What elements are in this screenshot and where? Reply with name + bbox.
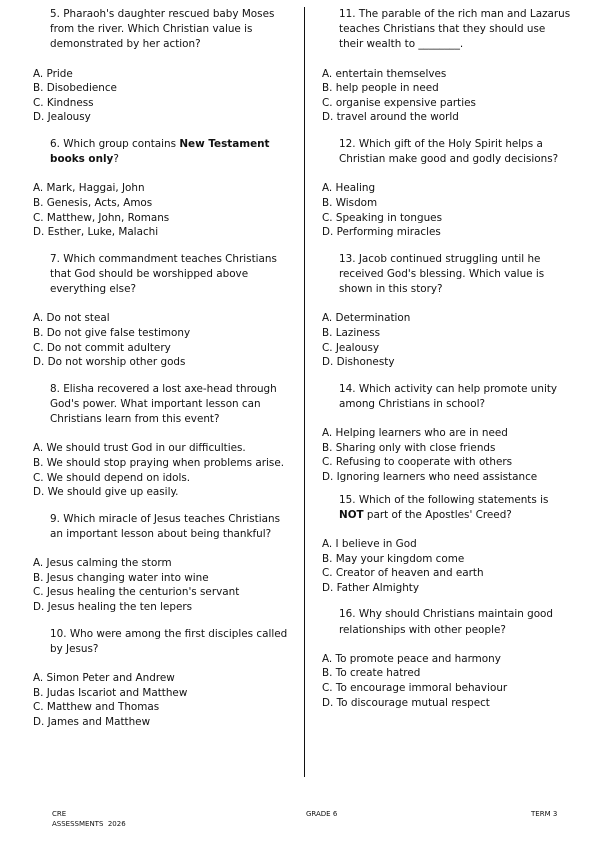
options-list (33, 311, 288, 369)
question-7 (33, 252, 288, 370)
option-b[interactable]: B. Jesus changing water into wine (33, 571, 209, 584)
option-b[interactable]: B. Genesis, Acts, Amos (33, 196, 153, 209)
option-c[interactable]: C. Speaking in tongues (322, 211, 442, 224)
question-14 (322, 382, 572, 485)
question-15 (322, 493, 572, 596)
question-prompt: Pharaoh's daughter rescued baby Moses from the river. Which Christian value is demonstrated by her action? (50, 8, 275, 51)
option-a[interactable]: A. I believe in God (322, 537, 417, 550)
option-d[interactable]: D. Father Almighty (322, 581, 420, 594)
question-prompt-end: part of the Apostles' Creed? (363, 508, 512, 521)
question-prompt: Which commandment teaches Christians that God should be worshipped above everything else? (50, 252, 277, 296)
question-9 (33, 512, 288, 615)
option-a[interactable]: A. To promote peace and harmony (322, 652, 501, 665)
question-number: 12. (339, 137, 356, 150)
option-d[interactable]: D. Performing miracles (322, 226, 441, 239)
question-emphasis: New Testament books only (50, 137, 270, 166)
question-number: 15. (339, 493, 356, 506)
option-a[interactable]: A. We should trust God in our difficulties. (33, 442, 246, 455)
question-text (322, 137, 572, 167)
option-b[interactable]: B. To create hatred (322, 667, 421, 680)
question-prompt: Who were among the first disciples called by Jesus? (50, 627, 288, 655)
question-text (33, 252, 288, 298)
question-number: 16. (339, 608, 356, 621)
option-d[interactable]: D. Do not worship other gods (33, 356, 186, 369)
option-d[interactable]: D. Jealousy (33, 111, 91, 124)
option-a[interactable]: A. entertain themselves (322, 67, 447, 80)
option-a[interactable]: A. Simon Peter and Andrew (33, 671, 175, 684)
question-prompt: The parable of the rich man and Lazarus teaches Christians that they should use their wealth to ________. (339, 8, 571, 51)
question-13 (322, 252, 572, 370)
question-text (322, 382, 572, 412)
question-prompt: Jacob continued struggling until he received God's blessing. Which value is shown in this story? (339, 252, 545, 296)
options-list (33, 556, 288, 614)
option-c[interactable]: C. Refusing to cooperate with others (322, 456, 513, 469)
question-prompt: Which activity can help promote unity among Christians in school? (339, 382, 558, 410)
question-10 (33, 627, 288, 730)
option-c[interactable]: C. Kindness (33, 96, 94, 109)
option-b[interactable]: B. Disobedience (33, 82, 117, 95)
option-d[interactable]: D. Jesus healing the ten lepers (33, 600, 193, 613)
option-c[interactable]: C. To encourage immoral behaviour (322, 681, 508, 694)
option-c[interactable]: C. Do not commit adultery (33, 341, 171, 354)
option-b[interactable]: B. We should stop praying when problems arise. (33, 456, 285, 469)
question-text (322, 607, 572, 637)
options-list (322, 652, 572, 710)
option-c[interactable]: C. Jesus healing the centurion's servant (33, 586, 240, 599)
option-d[interactable]: D. travel around the world (322, 111, 459, 124)
option-b[interactable]: B. Sharing only with close friends (322, 441, 496, 454)
option-a[interactable]: A. Helping learners who are in need (322, 427, 508, 440)
option-c[interactable]: C. Creator of heaven and earth (322, 567, 484, 580)
footer-subject-line2: ASSESSMENTS 2026 (52, 820, 126, 828)
question-prompt: Which group contains (63, 137, 180, 150)
question-number: 6. (50, 137, 60, 150)
option-a[interactable]: A. Pride (33, 67, 73, 80)
option-c[interactable]: C. Matthew and Thomas (33, 701, 160, 714)
question-text (33, 627, 288, 657)
option-d[interactable]: D. Dishonesty (322, 356, 395, 369)
question-text (33, 137, 288, 167)
question-number: 13. (339, 252, 356, 265)
question-16 (322, 607, 572, 710)
option-c[interactable]: C. Matthew, John, Romans (33, 211, 170, 224)
question-number: 9. (50, 512, 60, 525)
option-c[interactable]: C. We should depend on idols. (33, 471, 191, 484)
question-prompt: Which gift of the Holy Spirit helps a Christian make good and godly decisions? (339, 137, 559, 166)
question-12 (322, 137, 572, 240)
question-text (322, 252, 572, 298)
question-number: 14. (339, 382, 356, 395)
question-prompt: Which miracle of Jesus teaches Christians an important lesson about being thankful? (50, 512, 280, 540)
option-d[interactable]: D. We should give up easily. (33, 486, 179, 499)
option-c[interactable]: C. Jealousy (322, 341, 380, 354)
question-number: 11. (339, 8, 356, 20)
option-b[interactable]: B. May your kingdom come (322, 552, 465, 565)
question-number: 7. (50, 252, 60, 265)
footer-subject-line1: CRE (52, 810, 67, 818)
question-text (322, 7, 572, 53)
options-list (33, 671, 288, 729)
question-prompt: Which of the following statements is (358, 493, 549, 506)
option-b[interactable]: B. Wisdom (322, 196, 378, 209)
left-column (33, 7, 288, 741)
footer-subject (52, 809, 126, 829)
right-column (322, 7, 572, 722)
question-emphasis: NOT (339, 508, 364, 521)
option-b[interactable]: B. Judas Iscariot and Matthew (33, 686, 188, 699)
footer-grade: GRADE 6 (306, 810, 338, 818)
options-list (33, 181, 288, 239)
options-list (322, 537, 572, 595)
options-list (33, 67, 288, 125)
options-list (322, 311, 572, 369)
option-a[interactable]: A. Do not steal (33, 312, 110, 325)
question-text (322, 493, 572, 523)
question-text (33, 382, 288, 428)
options-list (322, 426, 572, 484)
option-a[interactable]: A. Mark, Haggai, John (33, 182, 145, 195)
question-5 (33, 7, 288, 125)
option-d[interactable]: D. Ignoring learners who need assistance (322, 470, 538, 483)
option-d[interactable]: D. James and Matthew (33, 715, 151, 728)
option-c[interactable]: C. organise expensive parties (322, 96, 476, 109)
option-a[interactable]: A. Healing (322, 182, 376, 195)
question-8 (33, 382, 288, 500)
options-list (322, 67, 572, 125)
question-11 (322, 7, 572, 125)
options-list (322, 181, 572, 239)
option-b[interactable]: B. help people in need (322, 82, 439, 95)
column-divider (304, 7, 305, 777)
question-prompt-end: ? (113, 153, 119, 166)
option-a[interactable]: A. Jesus calming the storm (33, 557, 172, 570)
question-number: 5. (50, 8, 60, 20)
option-d[interactable]: D. To discourage mutual respect (322, 696, 490, 709)
option-b[interactable]: B. Laziness (322, 326, 381, 339)
question-number: 10. (50, 627, 67, 640)
question-text (33, 512, 288, 542)
footer-term: TERM 3 (531, 810, 558, 818)
question-number: 8. (50, 382, 60, 395)
question-6 (33, 137, 288, 240)
option-b[interactable]: B. Do not give false testimony (33, 326, 191, 339)
question-prompt: Elisha recovered a lost axe-head through God's power. What important lesson can Christians learn from this event? (50, 382, 277, 426)
question-prompt: Why should Christians maintain good relationships with other people? (339, 608, 554, 636)
question-text (33, 7, 288, 53)
options-list (33, 441, 288, 499)
option-a[interactable]: A. Determination (322, 312, 411, 325)
option-d[interactable]: D. Esther, Luke, Malachi (33, 226, 159, 239)
